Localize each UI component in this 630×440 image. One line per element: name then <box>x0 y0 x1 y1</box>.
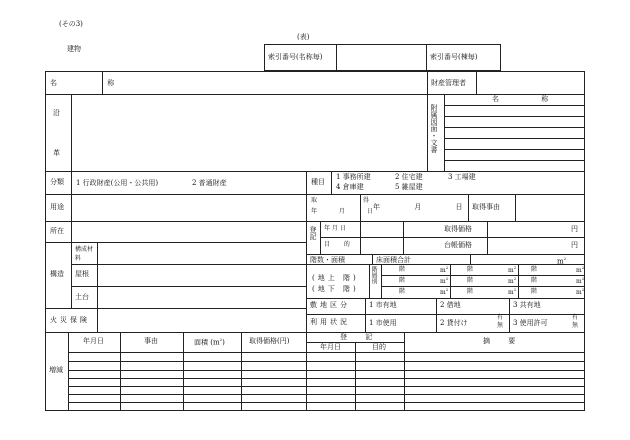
col-jiyu: 事由 <box>144 337 158 345</box>
enkaku-label-2: 革 <box>53 149 60 157</box>
floor-m2-1: $m^2$ <box>440 265 449 274</box>
floor-kai-1: 階 <box>399 266 406 273</box>
floor-m2-8: $m^2$ <box>508 287 517 296</box>
fuzoku-name-header: 名 称 <box>492 95 569 103</box>
shozai-label: 所在 <box>50 227 64 235</box>
enkaku-value[interactable] <box>76 98 422 166</box>
index-by-name-value[interactable] <box>340 54 424 64</box>
shumoku-label: 種目 <box>311 178 325 186</box>
shutoku-kakaku-yen: 円 <box>571 225 578 233</box>
shikichi-option-2[interactable]: 2 借地 <box>440 301 461 309</box>
floor-m2-3: $m^2$ <box>576 265 585 274</box>
riyou-2-yu[interactable]: 有 <box>497 314 504 321</box>
yuka-goukei-unit: $m^2$ <box>557 256 567 266</box>
shikichi-label: 敷地区分 <box>310 301 350 309</box>
col-menseki: 面積 $(m^2)$ <box>194 337 225 347</box>
daicho-kakaku-yen: 円 <box>571 241 578 249</box>
riyou-3-mu[interactable]: 無 <box>572 322 579 329</box>
shutoku-label: 取 得 <box>311 197 391 204</box>
shikichi-option-1[interactable]: 1 市有地 <box>369 301 397 309</box>
enkaku-label-1: 沿 <box>53 109 60 117</box>
kozo-label: 構造 <box>50 270 64 278</box>
floor-kai-3: 階 <box>531 266 538 273</box>
toki-label: 登記 <box>309 226 317 240</box>
floor-kai-7: 階 <box>399 288 406 295</box>
floor-m2-7: $m^2$ <box>440 287 449 296</box>
floor-m2-9: $m^2$ <box>576 287 585 296</box>
floor-m2-5: $m^2$ <box>508 276 517 285</box>
col-tekiyou: 摘 要 <box>483 337 524 345</box>
col-toki: 登 記 <box>340 333 381 341</box>
bunrui-option-1[interactable]: 1 行政財産(公用・公共用) <box>76 179 159 187</box>
col-nengappi: 年月日 <box>83 337 104 345</box>
floor-kai-8: 階 <box>467 288 474 295</box>
floor-kai-2: 階 <box>467 266 474 273</box>
daicho-kakaku-label: 台帳価格 <box>444 241 472 249</box>
index-by-building-value[interactable] <box>466 54 498 64</box>
chijo-label: (地上 階) <box>312 274 359 282</box>
omote-label: (表) <box>297 33 310 41</box>
shumoku-option-1[interactable]: 1 事務所建 <box>336 173 371 181</box>
name-value[interactable] <box>106 78 422 90</box>
col-toki-nengappi: 年月日 <box>320 343 341 351</box>
zaisan-kanrisha-label: 財産管理者 <box>431 79 466 87</box>
youto-label: 用途 <box>50 203 64 211</box>
category-label: 建物 <box>67 45 81 53</box>
floor-kai-4: 階 <box>399 277 406 284</box>
riyou-option-2[interactable]: 2 貸付け <box>440 319 468 327</box>
shozai-value[interactable] <box>76 225 301 237</box>
shutoku-kakaku-label: 取得価格 <box>444 225 472 233</box>
toki-mokuteki-label: 目 的 <box>324 241 356 248</box>
kasai-value[interactable] <box>101 313 301 327</box>
col-toki-mokuteki: 目的 <box>372 343 386 351</box>
yuka-goukei-label: 床面積合計 <box>376 256 411 264</box>
youto-value[interactable] <box>76 201 301 213</box>
zougen-label: 増減 <box>49 366 63 374</box>
riyou-option-3[interactable]: 3 使用許可 <box>513 319 548 327</box>
floor-m2-4: $m^2$ <box>440 276 449 285</box>
toki-nengappi-label: 年 月 日 <box>324 225 346 232</box>
shutoku-date[interactable]: 年 月 日 <box>373 203 479 211</box>
fuzoku-label: 附属図面・文書 <box>430 104 438 153</box>
riyou-option-1[interactable]: 1 市使用 <box>369 319 397 327</box>
shutoku-jiyu-label: 取得事由 <box>472 203 500 211</box>
kasai-label: 火災保険 <box>50 316 90 324</box>
sheet-number: (その3) <box>59 20 83 28</box>
shumoku-option-5[interactable]: 5 雑屋建 <box>395 183 423 191</box>
riyou-2-mu[interactable]: 無 <box>497 322 504 329</box>
floor-m2-2: $m^2$ <box>508 265 517 274</box>
index-by-building-label: 索引番号(棟毎) <box>430 53 478 61</box>
shikichi-option-3[interactable]: 3 共有地 <box>513 301 541 309</box>
kosei-label: 構成材料 <box>75 246 94 262</box>
kaisou-label: 階層別 <box>370 266 377 284</box>
index-by-name-label: 索引番号(名称毎) <box>268 53 323 61</box>
floor-m2-6: $m^2$ <box>576 276 585 285</box>
shutoku-nengappi-label: 年 月 日 <box>311 208 383 215</box>
floor-kai-9: 階 <box>531 288 538 295</box>
shumoku-option-2[interactable]: 2 住宅建 <box>395 173 423 181</box>
shumoku-option-3[interactable]: 3 工場建 <box>448 173 476 181</box>
bunrui-label: 分類 <box>50 178 64 186</box>
yane-label: 屋根 <box>75 270 89 278</box>
name-label: 名 称 <box>50 79 139 87</box>
riyou-3-yu[interactable]: 有 <box>572 314 579 321</box>
bunrui-option-2[interactable]: 2 普通財産 <box>192 179 227 187</box>
floor-kai-5: 階 <box>467 277 474 284</box>
chika-label: (地下 階) <box>312 285 359 293</box>
col-shutoku-kakaku: 取得価格(円) <box>249 337 290 345</box>
shumoku-option-4[interactable]: 4 倉庫建 <box>336 183 364 191</box>
kaisu-menseki-label: 階数・面積 <box>310 256 345 264</box>
riyou-label: 利用状況 <box>310 318 350 326</box>
dodai-label: 土台 <box>75 293 89 301</box>
floor-kai-6: 階 <box>531 277 538 284</box>
